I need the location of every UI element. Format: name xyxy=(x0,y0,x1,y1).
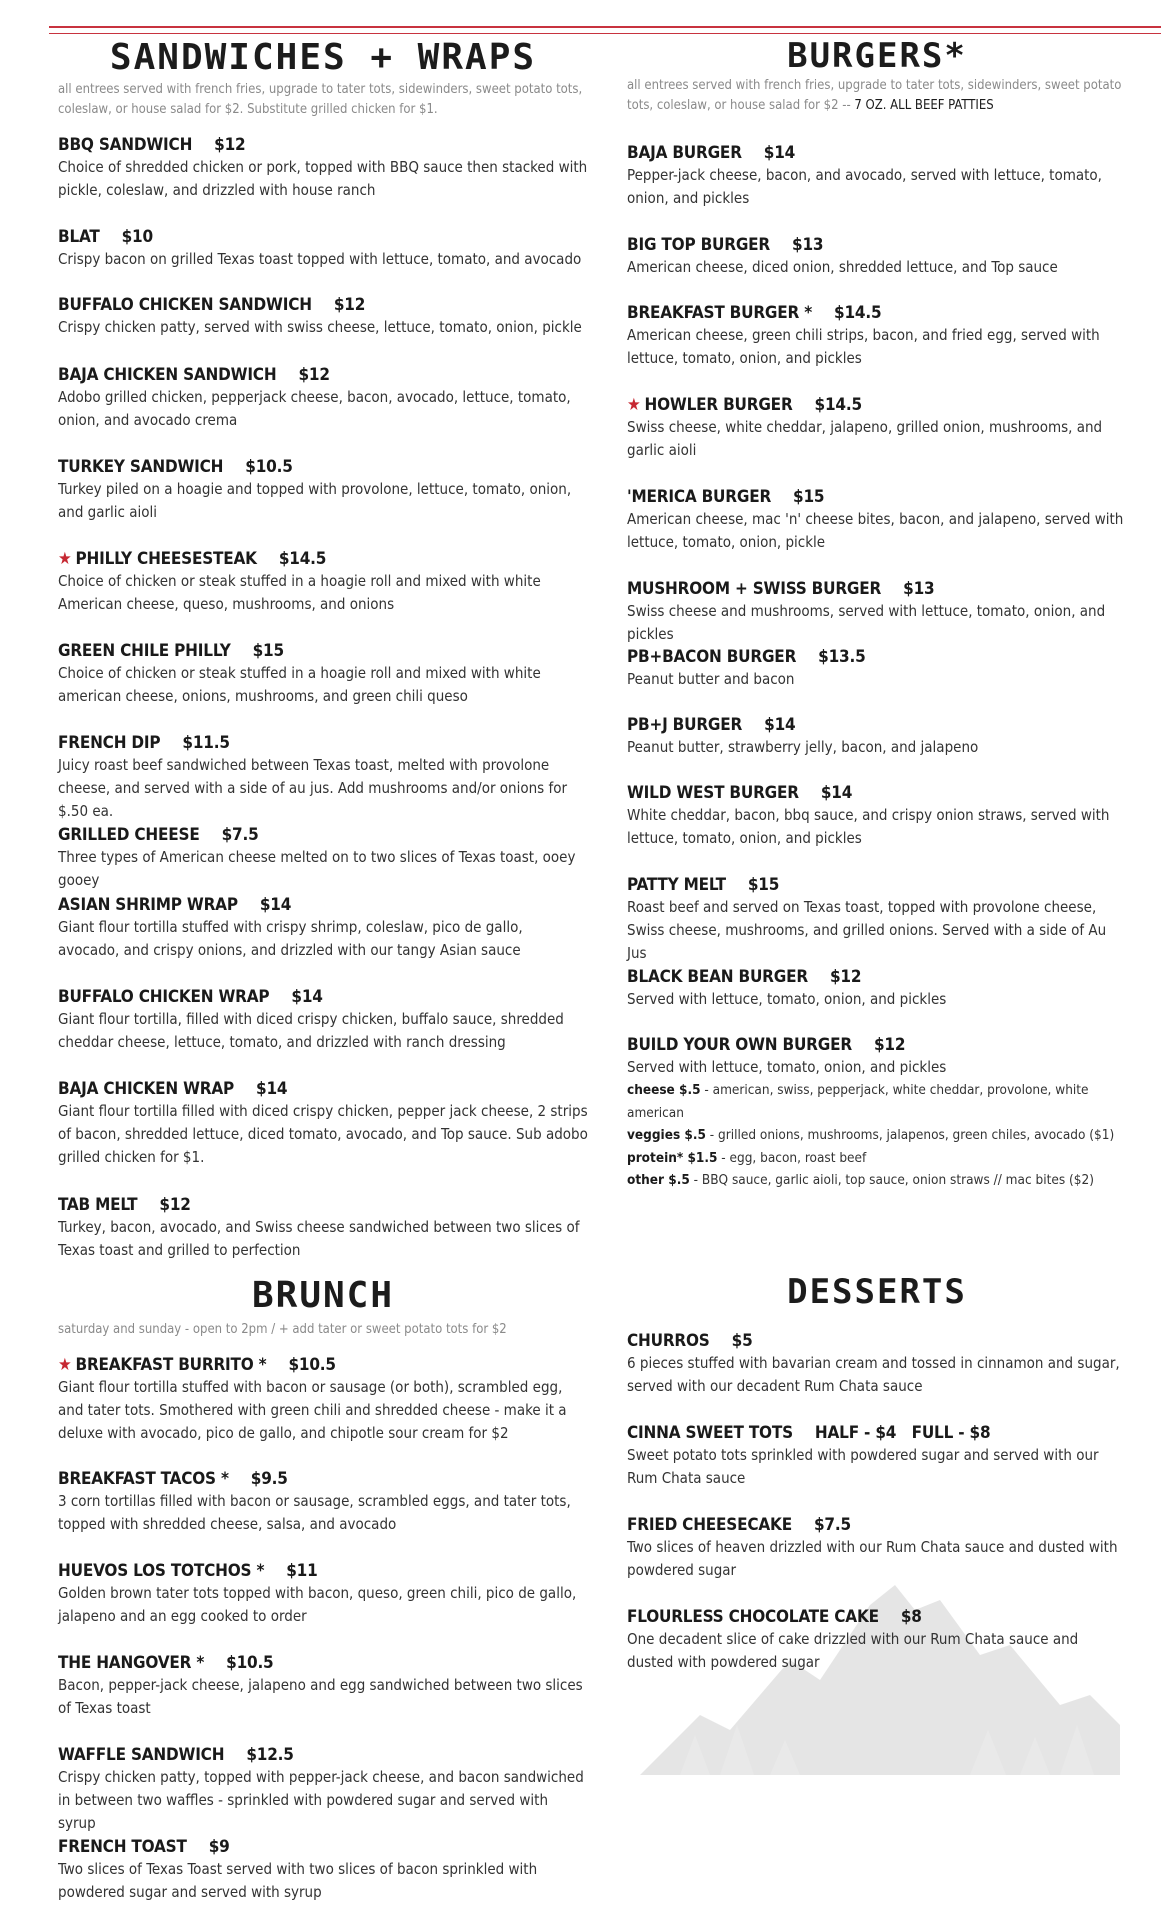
menu-item xyxy=(58,1078,588,1169)
build-your-own-option xyxy=(627,1079,1127,1124)
menu-item xyxy=(58,640,588,708)
option-label: veggies $.5 xyxy=(627,1127,706,1143)
desserts-section xyxy=(627,1272,1127,1312)
menu-item-description: Sweet potato tots sprinkled with powdered sugar and served with our Rum Chata sauce xyxy=(627,1446,1099,1487)
menu-item-name: BBQ SANDWICH xyxy=(58,135,193,155)
burgers-note-bold: 7 OZ. ALL BEEF PATTIES xyxy=(854,98,994,113)
menu-item-description: Choice of shredded chicken or pork, topped with BBQ sauce then stacked with pickle, coleslaw, and drizzled with house ranch xyxy=(58,158,588,199)
menu-item-price: HALF - $4 FULL - $8 xyxy=(814,1423,991,1443)
menu-item xyxy=(627,394,1127,462)
menu-item-header xyxy=(627,874,1127,896)
sandwiches-title: SANDWICHES + WRAPS xyxy=(109,37,537,78)
menu-item xyxy=(58,1354,588,1445)
menu-item-description: Giant flour tortilla filled with diced crispy chicken, pepper jack cheese, 2 strips of bacon, shredded lettuce, diced tomato, avocado, and Top sauce. Sub adobo grilled chicken for $1. xyxy=(58,1102,588,1166)
menu-item-name: BLACK BEAN BURGER xyxy=(627,967,808,987)
desserts-list xyxy=(627,1330,1127,1730)
menu-item-header xyxy=(58,986,588,1008)
menu-item-price: $13 xyxy=(792,235,824,255)
star-icon: ★ xyxy=(58,1355,72,1375)
menu-item-name: FRENCH DIP xyxy=(58,733,161,753)
menu-item-name: CINNA SWEET TOTS xyxy=(627,1423,793,1443)
build-your-own-option xyxy=(627,1124,1127,1147)
menu-item-description: Two slices of heaven drizzled with our Rum Chata sauce and dusted with powdered sugar xyxy=(627,1538,1118,1579)
menu-item-description: Turkey piled on a hoagie and topped with provolone, lettuce, tomato, onion, and garlic aioli xyxy=(58,480,572,521)
menu-item-description: Choice of chicken or steak stuffed in a hoagie roll and mixed with white american cheese, onions, mushrooms, and green chili queso xyxy=(58,664,541,705)
menu-item-header xyxy=(627,714,1127,736)
menu-item xyxy=(627,1034,1127,1192)
menu-item-header xyxy=(58,732,588,754)
menu-item-name: FRIED CHEESECAKE xyxy=(627,1515,792,1535)
menu-item xyxy=(627,966,1127,1011)
star-icon: ★ xyxy=(58,549,72,569)
option-text: - grilled onions, mushrooms, jalapenos, green chiles, avocado ($1) xyxy=(705,1127,1115,1143)
menu-item-name: FLOURLESS CHOCOLATE CAKE xyxy=(627,1607,879,1627)
menu-item xyxy=(58,732,588,823)
burgers-note-text: all entrees served with french fries, upgrade to tater tots, sidewinders, sweet potato tots, coleslaw, or house salad for $2 -- xyxy=(627,78,1122,113)
menu-item-header xyxy=(58,824,588,846)
menu-item-price: $14 xyxy=(763,143,796,163)
menu-item-name: CHURROS xyxy=(627,1331,710,1351)
menu-item-header xyxy=(58,1354,588,1376)
menu-item xyxy=(58,894,588,962)
menu-item-description: Crispy chicken patty, served with swiss cheese, lettuce, tomato, onion, pickle xyxy=(58,318,582,336)
menu-item-description: One decadent slice of cake drizzled with our Rum Chata sauce and dusted with powdered sugar xyxy=(627,1630,1079,1671)
brunch-section xyxy=(58,1274,588,1344)
menu-item-price: $15 xyxy=(793,487,825,507)
menu-item-header xyxy=(627,646,1127,668)
menu-item-name: BAJA CHICKEN SANDWICH xyxy=(58,365,277,385)
menu-item-name: PB+J BURGER xyxy=(627,715,743,735)
burgers-list xyxy=(627,142,1127,1188)
menu-item-description: Served with lettuce, tomato, onion, and pickles xyxy=(627,990,947,1008)
menu-item-name: BIG TOP BURGER xyxy=(627,235,771,255)
menu-item-name: WAFFLE SANDWICH xyxy=(58,1745,225,1765)
menu-item-name: GRILLED CHEESE xyxy=(58,825,200,845)
menu-item-description: Crispy chicken patty, topped with pepper-jack cheese, and bacon sandwiched in between two waffles - sprinkled with powdered sugar and served with syrup xyxy=(58,1768,584,1832)
menu-item xyxy=(627,1514,1127,1582)
menu-item xyxy=(627,1330,1127,1398)
menu-item-price: $15 xyxy=(252,641,284,661)
build-your-own-option xyxy=(627,1169,1127,1192)
menu-item-price: $5 xyxy=(731,1331,753,1351)
menu-item-description: Peanut butter, strawberry jelly, bacon, and jalapeno xyxy=(627,738,979,756)
menu-item-price: $15 xyxy=(747,875,780,895)
menu-item-name: ASIAN SHRIMP WRAP xyxy=(58,895,238,915)
menu-item-price: $14 xyxy=(764,715,796,735)
menu-item-name: PB+BACON BURGER xyxy=(627,647,797,667)
menu-item-price: $12.5 xyxy=(246,1745,294,1765)
menu-item xyxy=(627,302,1127,370)
menu-item xyxy=(627,714,1127,759)
menu-item-price: $14.5 xyxy=(834,303,882,323)
menu-item-price: $11.5 xyxy=(182,733,230,753)
option-text: - egg, bacon, roast beef xyxy=(717,1149,867,1166)
menu-item-header xyxy=(58,294,588,316)
brunch-note: saturday and sunday - open to 2pm / + add tater or sweet potato tots for $2 xyxy=(58,1322,507,1337)
menu-item-name: TAB MELT xyxy=(58,1195,138,1215)
top-rule xyxy=(49,26,1161,28)
menu-item-price: $7.5 xyxy=(813,1515,851,1535)
menu-item-header xyxy=(627,302,1127,324)
menu-item xyxy=(627,646,1127,691)
burgers-note xyxy=(627,76,1127,116)
menu-item-header xyxy=(627,1514,1127,1536)
menu-item xyxy=(58,134,588,202)
menu-item-price: $12 xyxy=(298,365,330,385)
menu-item xyxy=(58,1468,588,1536)
menu-item-name: 'MERICA BURGER xyxy=(627,487,772,507)
desserts-title: DESSERTS xyxy=(787,1272,967,1312)
menu-item xyxy=(627,782,1127,850)
brunch-title: BRUNCH xyxy=(251,1275,395,1316)
menu-item-header xyxy=(627,966,1127,988)
menu-item xyxy=(58,456,588,524)
menu-item-header xyxy=(58,1078,588,1100)
menu-item-price: $12 xyxy=(829,967,862,987)
menu-item-name: BAJA CHICKEN WRAP xyxy=(58,1079,234,1099)
menu-item-description: Swiss cheese, white cheddar, jalapeno, grilled onion, mushrooms, and garlic aioli xyxy=(627,418,1103,459)
menu-item-price: $9 xyxy=(208,1837,230,1857)
menu-item-header xyxy=(627,578,1127,600)
option-label: cheese $.5 xyxy=(627,1082,701,1098)
option-label: protein* $1.5 xyxy=(627,1149,718,1166)
menu-item-price: $8 xyxy=(900,1607,922,1627)
menu-item-description: Choice of chicken or steak stuffed in a hoagie roll and mixed with white American cheese, queso, mushrooms, and onions xyxy=(58,572,541,613)
menu-item xyxy=(58,1194,588,1262)
menu-item-description: Turkey, bacon, avocado, and Swiss cheese sandwiched between two slices of Texas toast and grilled to perfection xyxy=(58,1218,580,1259)
menu-item-name: HUEVOS LOS TOTCHOS * xyxy=(58,1561,265,1581)
menu-item-price: $10 xyxy=(121,227,153,247)
menu-item-price: $14 xyxy=(820,783,853,803)
option-text: - american, swiss, pepperjack, white cheddar, provolone, white american xyxy=(627,1082,1089,1121)
menu-item-description: Roast beef and served on Texas toast, topped with provolone cheese, Swiss cheese, mushrooms, and grilled onions. Served with a side of Au Jus xyxy=(627,898,1107,962)
menu-item-name: MUSHROOM + SWISS BURGER xyxy=(627,579,882,599)
burgers-title: BURGERS* xyxy=(787,36,967,76)
menu-item-price: $14 xyxy=(256,1079,288,1099)
menu-item-header xyxy=(627,1034,1127,1056)
menu-item-header xyxy=(627,1422,1127,1444)
menu-item-price: $14.5 xyxy=(814,395,862,415)
menu-item-name: BAJA BURGER xyxy=(627,143,742,163)
menu-item-price: $14.5 xyxy=(278,549,327,569)
menu-item-description: American cheese, green chili strips, bacon, and fried egg, served with lettuce, tomato, onion, and pickles xyxy=(627,326,1100,367)
menu-item xyxy=(58,548,588,616)
menu-item-name: TURKEY SANDWICH xyxy=(58,457,224,477)
menu-item-price: $12 xyxy=(333,295,366,315)
menu-item-description: 6 pieces stuffed with bavarian cream and tossed in cinnamon and sugar, served with our decadent Rum Chata sauce xyxy=(627,1354,1120,1395)
option-label: other $.5 xyxy=(627,1172,690,1188)
sandwiches-section xyxy=(58,36,588,124)
menu-item xyxy=(58,294,588,339)
menu-item-description: Three types of American cheese melted on to two slices of Texas toast, ooey gooey xyxy=(58,848,576,889)
menu-item-name: GREEN CHILE PHILLY xyxy=(58,641,231,661)
sandwiches-list xyxy=(58,134,588,1264)
menu-item-price: $7.5 xyxy=(221,825,259,845)
menu-item-header xyxy=(58,226,588,248)
menu-item-price: $12 xyxy=(159,1195,191,1215)
menu-item-description: Peanut butter and bacon xyxy=(627,670,795,688)
menu-item xyxy=(627,234,1127,279)
menu-item-description: Giant flour tortilla stuffed with bacon or sausage (or both), scrambled egg, and tater tots. Smothered with green chili and shredded cheese - make it a deluxe with avocado, pico de gallo, and chipotle sour cream for $2 xyxy=(58,1378,567,1442)
menu-item-price: $10.5 xyxy=(288,1355,336,1375)
menu-item-price: $13.5 xyxy=(818,647,866,667)
burgers-section xyxy=(627,36,1127,120)
menu-item xyxy=(627,1606,1127,1674)
option-text: - BBQ sauce, garlic aioli, top sauce, onion straws // mac bites ($2) xyxy=(689,1172,1094,1188)
menu-item-description: Giant flour tortilla, filled with diced crispy chicken, buffalo sauce, shredded cheddar cheese, lettuce, tomato, and drizzled with ranch dressing xyxy=(58,1010,564,1051)
menu-item-name: PATTY MELT xyxy=(627,875,726,895)
menu-item-name: BUFFALO CHICKEN SANDWICH xyxy=(58,295,312,315)
menu-item-name: BREAKFAST BURRITO * xyxy=(75,1355,267,1375)
menu-item-name: WILD WEST BURGER xyxy=(627,783,799,803)
menu-item-description: Pepper-jack cheese, bacon, and avocado, served with lettuce, tomato, onion, and pickles xyxy=(627,166,1102,207)
menu-item-name: BREAKFAST BURGER * xyxy=(627,303,813,323)
menu-item-price: $10.5 xyxy=(226,1653,274,1673)
menu-item-name: PHILLY CHEESESTEAK xyxy=(75,549,257,569)
menu-item-header xyxy=(58,894,588,916)
menu-item-header xyxy=(58,1652,588,1674)
menu-item-price: $9.5 xyxy=(250,1469,288,1489)
menu-item-header xyxy=(58,1836,588,1858)
menu-item-description: American cheese, mac 'n' cheese bites, bacon, and jalapeno, served with lettuce, tomato, onion, pickle xyxy=(627,510,1124,551)
menu-item-header xyxy=(58,1468,588,1490)
menu-item-price: $12 xyxy=(214,135,246,155)
menu-item-price: $13 xyxy=(903,579,935,599)
menu-item xyxy=(627,1422,1127,1490)
menu-item-description: 3 corn tortillas filled with bacon or sausage, scrambled eggs, and tater tots, topped with shredded cheese, salsa, and avocado xyxy=(58,1492,571,1533)
top-rule-thin xyxy=(49,33,1161,34)
menu-item xyxy=(58,1652,588,1720)
menu-item-header xyxy=(58,364,588,386)
menu-item-description: Served with lettuce, tomato, onion, and pickles xyxy=(627,1058,947,1076)
menu-item-header xyxy=(627,486,1127,508)
menu-item-description: Juicy roast beef sandwiched between Texas toast, melted with provolone cheese, and served with a side of au jus. Add mushrooms and/or onions for $.50 ea. xyxy=(58,756,568,820)
menu-item-header xyxy=(627,394,1127,416)
menu-item-name: FRENCH TOAST xyxy=(58,1837,187,1857)
menu-item xyxy=(627,874,1127,965)
menu-item-price: $14 xyxy=(291,987,323,1007)
menu-item-header xyxy=(58,134,588,156)
menu-item-description: Giant flour tortilla stuffed with crispy shrimp, coleslaw, pico de gallo, avocado, and crispy onions, and drizzled with our tangy Asian sauce xyxy=(58,918,523,959)
menu-item xyxy=(627,142,1127,210)
menu-item-header xyxy=(627,234,1127,256)
menu-item-price: $11 xyxy=(286,1561,318,1581)
build-your-own-option xyxy=(627,1147,1127,1170)
menu-item xyxy=(627,486,1127,554)
menu-item-name: THE HANGOVER * xyxy=(58,1653,205,1673)
menu-item-description: White cheddar, bacon, bbq sauce, and crispy onion straws, served with lettuce, tomato, onion, and pickles xyxy=(627,806,1110,847)
menu-item-description: Bacon, pepper-jack cheese, jalapeno and egg sandwiched between two slices of Texas toast xyxy=(58,1676,583,1717)
menu-item xyxy=(58,824,588,892)
menu-item-description: Golden brown tater tots topped with bacon, queso, green chili, pico de gallo, jalapeno and an egg cooked to order xyxy=(58,1584,577,1625)
menu-item-header xyxy=(58,456,588,478)
menu-item-description: Two slices of Texas Toast served with two slices of bacon sprinkled with powdered sugar and served with syrup xyxy=(58,1860,538,1901)
star-icon: ★ xyxy=(627,395,641,415)
menu-item xyxy=(58,226,588,271)
menu-item xyxy=(58,986,588,1054)
menu-item-price: $14 xyxy=(259,895,292,915)
menu-item xyxy=(58,1836,588,1904)
menu-item xyxy=(58,1560,588,1628)
menu-item xyxy=(58,364,588,432)
menu-item-header xyxy=(627,782,1127,804)
menu-item xyxy=(627,578,1127,646)
menu-item-header xyxy=(58,1744,588,1766)
menu-item-name: BUILD YOUR OWN BURGER xyxy=(627,1035,852,1055)
menu-item xyxy=(58,1744,588,1835)
menu-item-name: HOWLER BURGER xyxy=(644,395,793,415)
menu-item-header xyxy=(58,1560,588,1582)
sandwiches-note: all entrees served with french fries, upgrade to tater tots, sidewinders, sweet potato tots, coleslaw, or house salad for $2. Substitute grilled chicken for $1. xyxy=(58,82,583,117)
menu-item-header xyxy=(58,548,588,570)
brunch-list xyxy=(58,1354,588,1914)
menu-item-name: BLAT xyxy=(58,227,100,247)
menu-item-header xyxy=(58,640,588,662)
menu-item-name: BUFFALO CHICKEN WRAP xyxy=(58,987,270,1007)
menu-item-price: $12 xyxy=(873,1035,906,1055)
menu-item-description: Swiss cheese and mushrooms, served with lettuce, tomato, onion, and pickles xyxy=(627,602,1106,643)
menu-item-header xyxy=(627,142,1127,164)
menu-item-price: $10.5 xyxy=(245,457,293,477)
menu-item-name: BREAKFAST TACOS * xyxy=(58,1469,229,1489)
menu-item-header xyxy=(627,1606,1127,1628)
menu-item-header xyxy=(627,1330,1127,1352)
menu-item-header xyxy=(58,1194,588,1216)
menu-item-description: Adobo grilled chicken, pepperjack cheese, bacon, avocado, lettuce, tomato, onion, and avocado crema xyxy=(58,388,571,429)
menu-item-description: American cheese, diced onion, shredded lettuce, and Top sauce xyxy=(627,258,1058,276)
menu-item-description: Crispy bacon on grilled Texas toast topped with lettuce, tomato, and avocado xyxy=(58,250,582,268)
